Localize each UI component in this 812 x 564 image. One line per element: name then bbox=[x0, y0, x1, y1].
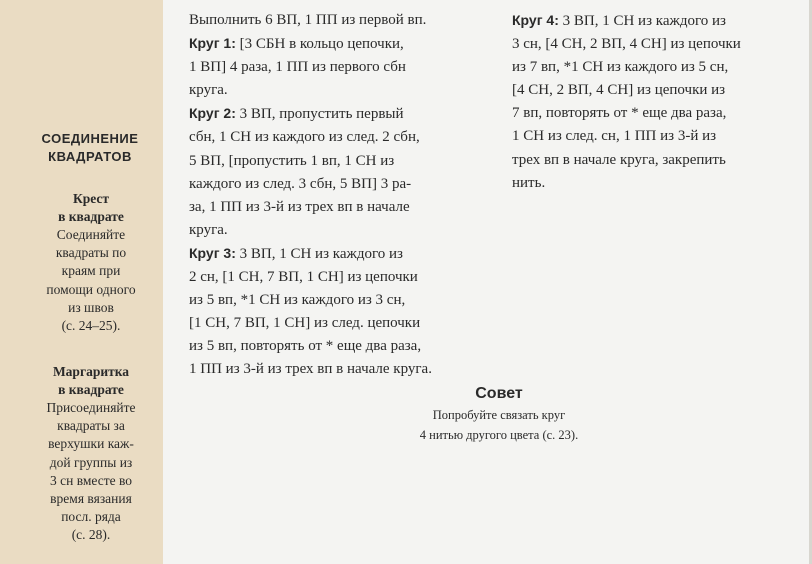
round-4-label: Круг 4: bbox=[512, 12, 559, 28]
round-4-line: [4 СН, 2 ВП, 4 СН] из цепочки из bbox=[512, 82, 726, 99]
round-4-text: 3 ВП, 1 СН из каждого из bbox=[558, 13, 726, 29]
block-text-line: дой группы из bbox=[49, 454, 133, 470]
block-text-line: из швов bbox=[68, 299, 114, 315]
round-1-line: 1 ВП] 4 раза, 1 ПП из первого сбн bbox=[189, 59, 406, 76]
round-3-line: [1 СН, 7 ВП, 1 СН] из след. цепочки bbox=[189, 315, 421, 332]
round-1-label: Круг 1: bbox=[189, 35, 236, 52]
block-text-line: Присоединяйте bbox=[46, 400, 136, 415]
sidebar-heading bbox=[20, 130, 160, 166]
round-2-text: 3 ВП, пропустить первый bbox=[235, 106, 404, 123]
block-text-line: посл. ряда bbox=[61, 509, 121, 525]
round-3-line: из 5 вп, повторять от * еще два раза, bbox=[189, 338, 422, 355]
round-3-text: 3 ВП, 1 СН из каждого из bbox=[235, 245, 403, 262]
sidebar-block-daisy bbox=[22, 363, 160, 545]
block-text-line: квадраты за bbox=[57, 418, 125, 434]
sidebar-heading-line: СОЕДИНЕНИЕ bbox=[41, 131, 139, 146]
round-4-first-line bbox=[512, 9, 802, 33]
round-3-label: Круг 3: bbox=[189, 244, 236, 261]
block-text-line: квадраты по bbox=[55, 245, 127, 261]
block-title: в квадрате bbox=[58, 209, 124, 224]
tip-title: Совет bbox=[475, 385, 523, 402]
intro-line: Выполнить 6 ВП, 1 ПП из первой вп. bbox=[189, 12, 427, 28]
round-1-text: [3 СБН в кольцо цепочки, bbox=[235, 36, 404, 53]
block-text-line: краям при bbox=[61, 263, 121, 279]
block-title: в квадрате bbox=[58, 382, 124, 397]
block-text-line: Соединяйте bbox=[56, 227, 126, 242]
round-4-line: из 7 вп, *1 СН из каждого из 5 сн, bbox=[512, 59, 729, 76]
block-text-line: время вязания bbox=[50, 491, 132, 507]
round-1-line: круга. bbox=[189, 82, 228, 99]
round-2-label: Круг 2: bbox=[189, 105, 236, 122]
round-2-line: круга. bbox=[189, 221, 228, 238]
instructions-column-right bbox=[512, 9, 802, 195]
block-text-line: 3 сн вместе во bbox=[49, 472, 133, 488]
round-2-line: за, 1 ПП из 3-й из трех вп в начале bbox=[189, 198, 410, 215]
instructions-column-middle bbox=[189, 9, 489, 382]
round-3-first-line bbox=[189, 242, 489, 266]
tip-line: 4 нитью другого цвета (с. 23). bbox=[419, 428, 579, 442]
round-3-line: 2 сн, [1 СН, 7 ВП, 1 СН] из цепочки bbox=[189, 269, 418, 286]
round-4-line: 3 сн, [4 СН, 2 ВП, 4 СН] из цепочки bbox=[512, 36, 741, 53]
round-4-line: 7 вп, повторять от * еще два раза, bbox=[512, 105, 727, 122]
block-text-line: (с. 28). bbox=[71, 527, 111, 543]
sidebar-block-cross bbox=[22, 190, 160, 335]
round-1-first-line bbox=[189, 32, 489, 56]
block-title: Крест bbox=[72, 191, 110, 206]
tip-box bbox=[396, 383, 602, 445]
block-text-line: помощи одного bbox=[46, 281, 136, 297]
sidebar bbox=[0, 0, 163, 564]
round-4-line: трех вп в начале круга, закрепить bbox=[512, 151, 726, 168]
round-2-first-line bbox=[189, 102, 489, 126]
round-4-line: 1 СН из след. сн, 1 ПП из 3-й из bbox=[512, 128, 717, 145]
block-text-line: (с. 24–25). bbox=[61, 318, 121, 334]
tip-line: Попробуйте связать круг bbox=[432, 408, 566, 422]
round-3-line: из 5 вп, *1 СН из каждого из 3 сн, bbox=[189, 292, 406, 309]
round-2-line: сбн, 1 СН из каждого из след. 2 сбн, bbox=[189, 129, 420, 146]
round-2-line: 5 ВП, [пропустить 1 вп, 1 СН из bbox=[189, 152, 395, 169]
round-3-line: 1 ПП из 3-й из трех вп в начале круга. bbox=[189, 361, 432, 378]
sidebar-heading-line: КВАДРАТОВ bbox=[48, 149, 132, 164]
block-text-line: верхушки каж- bbox=[48, 436, 134, 452]
round-4-line: нить. bbox=[512, 174, 546, 191]
block-title: Маргаритка bbox=[52, 364, 130, 379]
round-2-line: каждого из след. 3 сбн, 5 ВП] 3 ра- bbox=[189, 175, 412, 192]
